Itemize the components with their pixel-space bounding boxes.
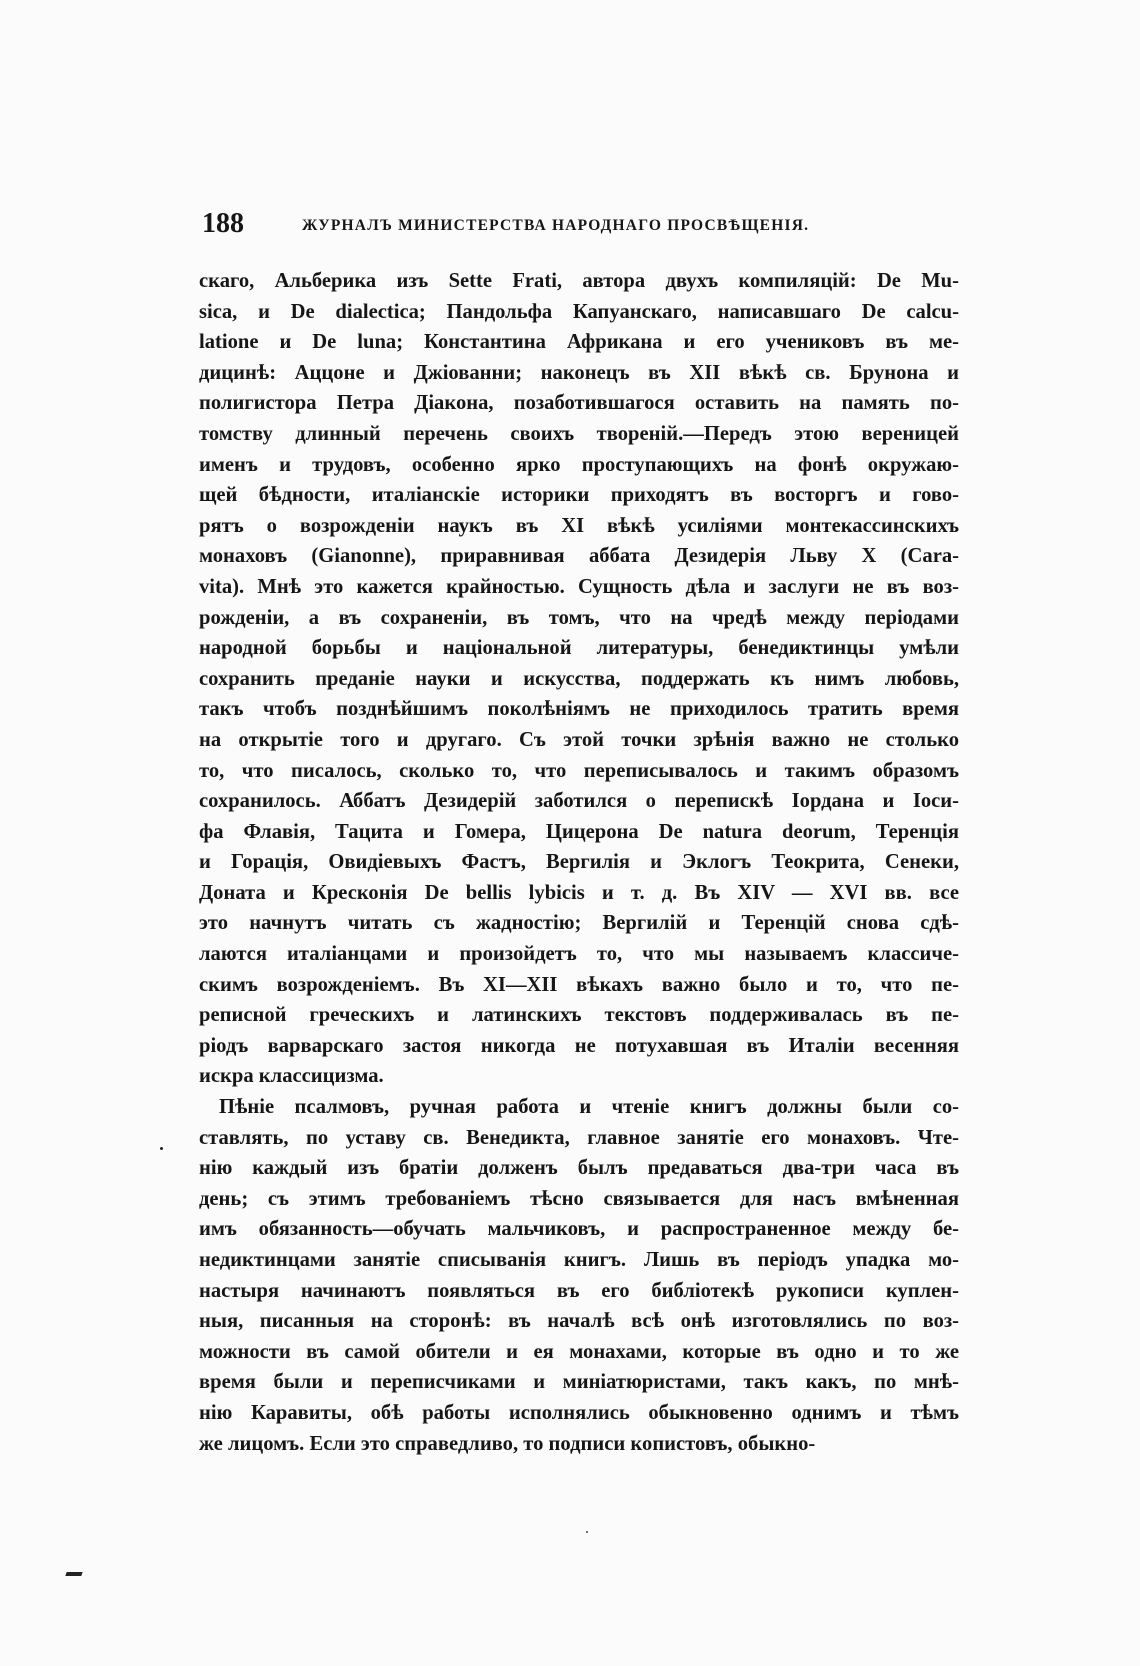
text-line: сохранилось. Аббатъ Дезидерій заботился о перепискѣ Іордана и Іоси-: [199, 790, 959, 813]
text-line: ставлять, по уставу св. Венедикта, главное занятіе его монаховъ. Чте-: [199, 1126, 959, 1149]
text-line: рожденіи, а въ сохраненіи, въ томъ, что на чредѣ между періодами: [199, 606, 959, 629]
text-line: нію каждый изъ братіи долженъ былъ предаваться два-три часа въ: [199, 1157, 959, 1180]
text-line: такъ чтобъ позднѣйшимъ поколѣніямъ не приходилось тратить время: [199, 698, 959, 721]
text-line: рятъ о возрожденіи наукъ въ XI вѣкѣ усиліями монтекассинскихъ: [199, 514, 959, 537]
text-line: томству длинный перечень своихъ твореній.—Передъ этою вереницей: [199, 422, 959, 445]
text-line: это начнутъ читать съ жадностію; Вергилій и Теренцій снова сдѣ-: [199, 912, 959, 935]
text-line: sica, и De dialectica; Пандольфа Капуанскаго, написавшаго De calcu-: [199, 300, 959, 323]
text-line: ныя, писанныя на сторонѣ: въ началѣ всѣ онѣ изготовлялись по воз-: [199, 1310, 959, 1333]
text-line: полигистора Петра Діакона, позаботившагося оставить на память по-: [199, 392, 959, 415]
text-line: монаховъ (Gianonne), приравнивая аббата Дезидерія Льву X (Cara-: [199, 545, 959, 568]
text-line: сохранить преданіе науки и искусства, поддержать къ нимъ любовь,: [199, 667, 959, 690]
text-line: то, что писалось, сколько то, что переписывалось и такимъ образомъ: [199, 759, 959, 782]
text-line: можности въ самой обители и ея монахами, которые въ одно и то же: [199, 1340, 959, 1363]
text-line: и Горація, Овидіевыхъ Фастъ, Вергилія и Эклогъ Теокрита, Сенеки,: [199, 851, 959, 874]
text-line: искра классицизма.: [199, 1065, 384, 1088]
page-number: 188: [202, 208, 244, 239]
text-line: время были и переписчиками и миніатюристами, такъ какъ, по мнѣ-: [199, 1371, 959, 1394]
text-line: лаются италіанцами и произойдетъ то, что мы называемъ классиче-: [199, 943, 959, 966]
text-line: день; съ этимъ требованіемъ тѣсно связывается для насъ вмѣненная: [199, 1187, 959, 1210]
text-line: Доната и Кресконія De bellis lybicis и т. д. Въ XIV — XVI вв. все: [199, 881, 959, 904]
text-line: щей бѣдности, италіанскіе историки приходятъ въ восторгъ и гово-: [199, 484, 959, 507]
margin-dot: [160, 1147, 163, 1150]
text-line: ріодъ варварскаго застоя никогда не потухавшая въ Италіи весенняя: [199, 1034, 959, 1057]
text-line: vita). Мнѣ это кажется крайностью. Сущность дѣла и заслуги не въ воз-: [199, 575, 959, 598]
paragraph-2: [199, 1092, 959, 1459]
text-line: недиктинцами занятіе списыванія книгъ. Лишь въ періодъ упадка мо-: [199, 1249, 959, 1271]
text-line: же лицомъ. Если это справедливо, то подписи копистовъ, обыкно-: [199, 1432, 816, 1455]
stray-dot: [586, 1531, 588, 1533]
text-line: Пѣніе псалмовъ, ручная работа и чтеніе книгъ должны были со-: [219, 1096, 959, 1119]
text-line: настыря начинаютъ появляться въ его библіотекѣ рукописи куплен-: [199, 1279, 959, 1302]
body-text: [199, 266, 959, 1459]
text-line: latione и De luna; Константина Африкана и его учениковъ въ ме-: [199, 331, 959, 354]
text-line: именъ и трудовъ, особенно ярко проступающихъ на фонѣ окружаю-: [199, 453, 959, 476]
text-line: дицинѣ: Аццоне и Джіованни; наконецъ въ XII вѣкѣ св. Брунона и: [199, 361, 959, 384]
page-header: [202, 204, 962, 244]
margin-dash: [65, 1572, 82, 1576]
text-line: на открытіе того и другаго. Съ этой точки зрѣнія важно не столько: [199, 728, 959, 751]
text-line: скаго, Альберика изъ Sette Frati, автора двухъ компиляцій: De Mu-: [199, 270, 959, 292]
text-line: скимъ возрожденіемъ. Въ XI—XII вѣкахъ важно было и то, что пе-: [199, 973, 959, 996]
text-line: нію Каравиты, обѣ работы исполнялись обыкновенно однимъ и тѣмъ: [199, 1401, 959, 1424]
text-line: фа Флавія, Тацита и Гомера, Цицерона De natura deorum, Теренція: [199, 820, 959, 843]
text-line: реписной греческихъ и латинскихъ текстовъ поддерживалась въ пе-: [199, 1004, 959, 1027]
paragraph-1: [199, 266, 959, 1092]
text-line: народной борьбы и національной литературы, бенедиктинцы умѣли: [199, 637, 959, 660]
running-head: ЖУРНАЛЪ МИНИСТЕРСТВА НАРОДНАГО ПРОСВѢЩЕНІЯ.: [302, 217, 810, 234]
text-line: имъ обязанность—обучать мальчиковъ, и распространенное между бе-: [199, 1218, 959, 1241]
